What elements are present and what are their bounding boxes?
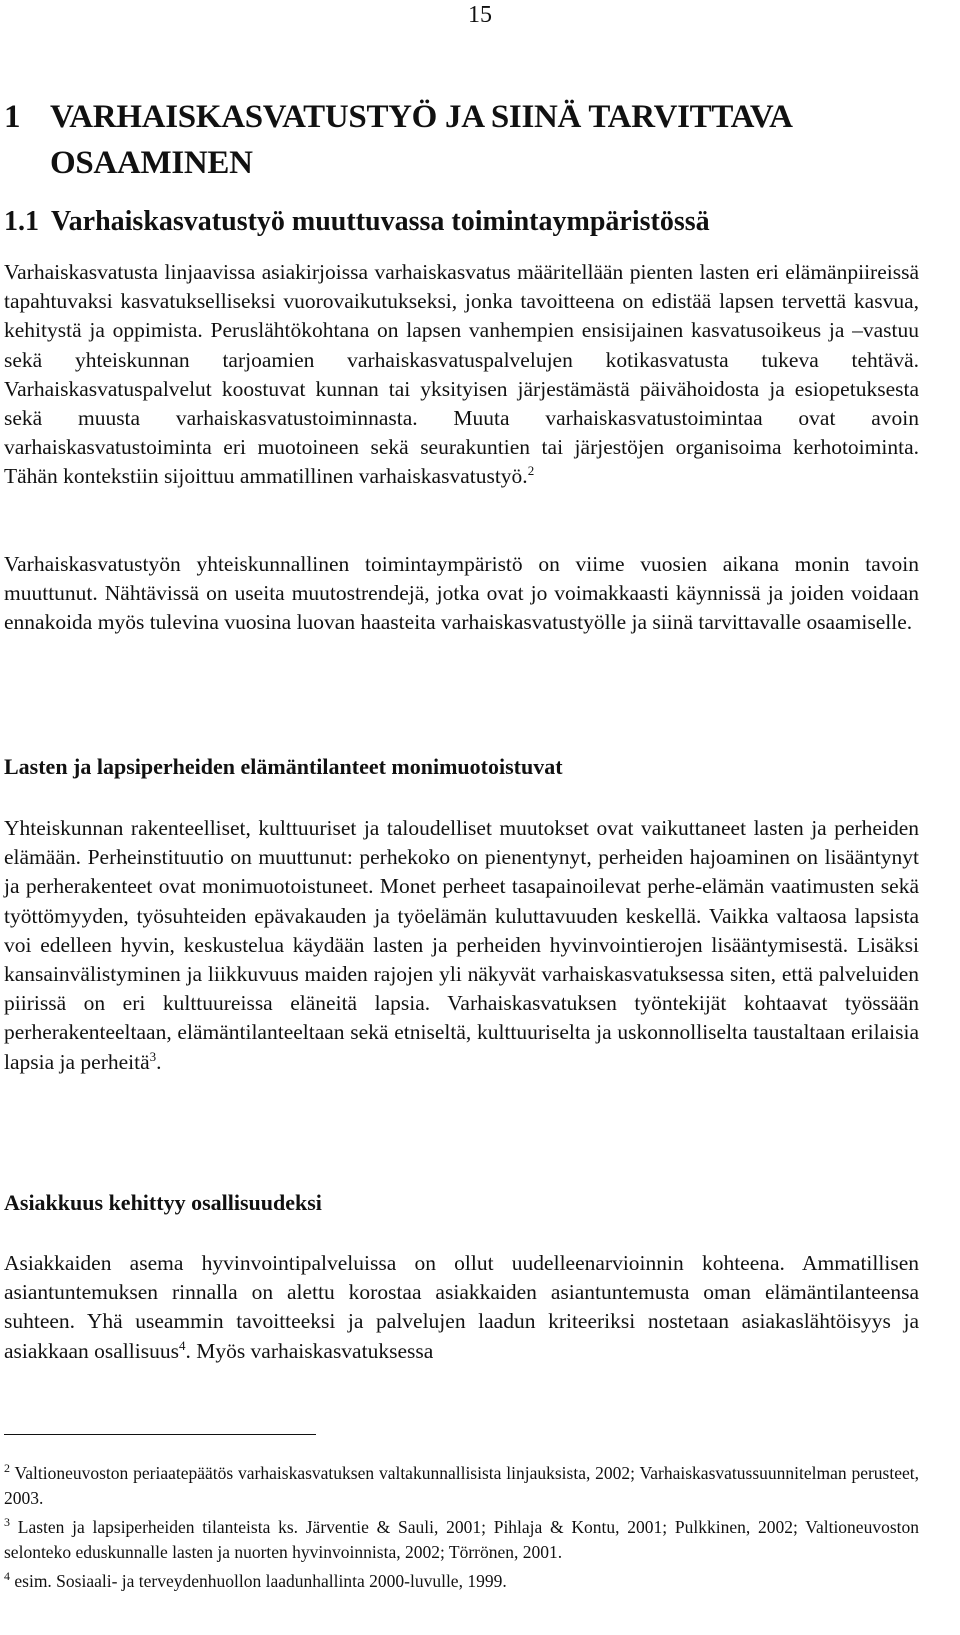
chapter-title xyxy=(4,94,904,186)
paragraph-changes xyxy=(4,550,919,638)
footnote-3-number: 3 xyxy=(4,1515,10,1529)
footnote-ref-3: 3 xyxy=(149,1048,157,1064)
footnote-ref-2: 2 xyxy=(527,463,535,479)
footnote-4-text: esim. Sosiaali- ja terveydenhuollon laadunhallinta 2000-luvulle, 1999. xyxy=(14,1571,507,1591)
footnote-2-text: Valtioneuvoston periaatepäätös varhaiskasvatuksen valtakunnallisista linjauksista, 2002; Varhaiskasvatussuunnitelman perusteet, 2003. xyxy=(4,1463,919,1508)
section-title-text: Varhaiskasvatustyö muuttuvassa toimintaympäristössä xyxy=(51,206,710,237)
subheading-client-participation: Asiakkuus kehittyy osallisuudeksi xyxy=(4,1190,322,1215)
subheading-family-situations: Lasten ja lapsiperheiden elämäntilanteet monimuotoistuvat xyxy=(4,754,563,779)
section-number: 1.1 xyxy=(4,206,39,237)
paragraph-clients-end: . Myös varhaiskasvatuksessa xyxy=(185,1338,434,1363)
chapter-title-text: VARHAISKASVATUSTYÖ JA SIINÄ TARVITTAVA OSAAMINEN xyxy=(50,99,791,181)
paragraph-clients xyxy=(4,1249,919,1366)
page-number: 15 xyxy=(468,2,492,28)
section-title xyxy=(4,204,710,240)
paragraph-families xyxy=(4,814,919,1077)
footnote-3-text: Lasten ja lapsiperheiden tilanteista ks. Järventie & Sauli, 2001; Pihlaja & Kontu, 2001; Pulkkinen, 2002; Valtioneuvoston selonteko eduskunnalle lasten ja nuorten hyvinvoinnista, 2002; Törrönen, 2001. xyxy=(4,1517,919,1562)
paragraph-intro-text: Varhaiskasvatusta linjaavissa asiakirjoissa varhaiskasvatus määritellään pienten lasten eri elämänpiireissä tapahtuvaksi kasvatukselliseksi vuorovaikutukseksi, jonka tavoitteena on edistää lapsen tervettä kasvua, kehitystä ja oppimista. Peruslähtökohtana on lapsen vanhempien ensisijainen kasvatusoikeus ja –vastuu sekä yhteiskunnan tarjoamien varhaiskasvatuspalvelujen kotikasvatusta tukeva tehtävä. Varhaiskasvatuspalvelut koostuvat kunnan tai yksityisen järjestämästä päivähoidosta ja esiopetuksesta sekä muusta varhaiskasvatustoiminnasta. Muuta varhaiskasvatustoimintaa ovat avoin varhaiskasvatustoiminta eri muotoineen sekä seurakuntien tai järjestöjen organisoima kerhotoiminta. Tähän kontekstiin sijoittuu ammatillinen varhaiskasvatustyö. xyxy=(4,260,919,489)
paragraph-families-end: . xyxy=(156,1049,162,1074)
paragraph-intro xyxy=(4,258,919,492)
paragraph-changes-text: Varhaiskasvatustyön yhteiskunnallinen toimintaympäristö on viime vuosien aikana monin tavoin muuttunut. Nähtävissä on useita muutostrendejä, jotka ovat jo voimakkaasti käynnissä ja joiden voidaan ennakoida myös tulevina vuosina luovan haasteita varhaiskasvatustyölle ja siinä tarvittavalle osaamiselle. xyxy=(4,552,919,635)
paragraph-families-text: Yhteiskunnan rakenteelliset, kulttuuriset ja taloudelliset muutokset ovat vaikuttaneet lasten ja perheiden elämään. Perheinstituutio on muuttunut: perhekoko on pienentynyt, perheiden hajoaminen on lisääntynyt ja perherakenteet ovat monimuotoistuneet. Monet perheet tasapainoilevat perhe-elämän vaatimusten sekä työttömyyden, työsuhteiden epävakauden ja työelämän kuluttavuuden keskellä. Vaikka valtaosa lapsista voi edelleen hyvin, keskustelua käydään lasten ja perheiden hyvinvointierojen lisääntymisestä. Lisäksi kansainvälistyminen ja liikkuvuus maiden rajojen yli näkyvät varhaiskasvatuksessa siten, että palveluiden piirissä on eri kulttuureissa eläneitä lapsia. Varhaiskasvatuksen työntekijät kohtaavat työssään perherakenteeltaan, elämäntilanteeltaan sekä etniseltä, kulttuuriselta ja uskonnolliselta taustaltaan erilaisia lapsia ja perheitä xyxy=(4,816,919,1074)
footnote-divider xyxy=(4,1434,316,1435)
footnote-ref-4: 4 xyxy=(178,1337,186,1353)
footnote-3 xyxy=(4,1515,919,1565)
chapter-number: 1 xyxy=(4,99,21,135)
footnote-4-number: 4 xyxy=(4,1569,10,1583)
paragraph-clients-text: Asiakkaiden asema hyvinvointipalveluissa on ollut uudelleenarvioinnin kohteena. Ammatillisen asiantuntemuksen rinnalla on alettu korostaa asiakkaiden asiantuntemusta oman elämäntilanteensa suhteen. Yhä useammin tavoitteeksi ja palvelujen laadun kriteeriksi nostetaan asiakaslähtöisyys ja asiakkaan osallisuus xyxy=(4,1251,919,1363)
footnote-4 xyxy=(4,1569,919,1594)
footnote-2-number: 2 xyxy=(4,1461,10,1475)
footnote-2 xyxy=(4,1461,919,1511)
